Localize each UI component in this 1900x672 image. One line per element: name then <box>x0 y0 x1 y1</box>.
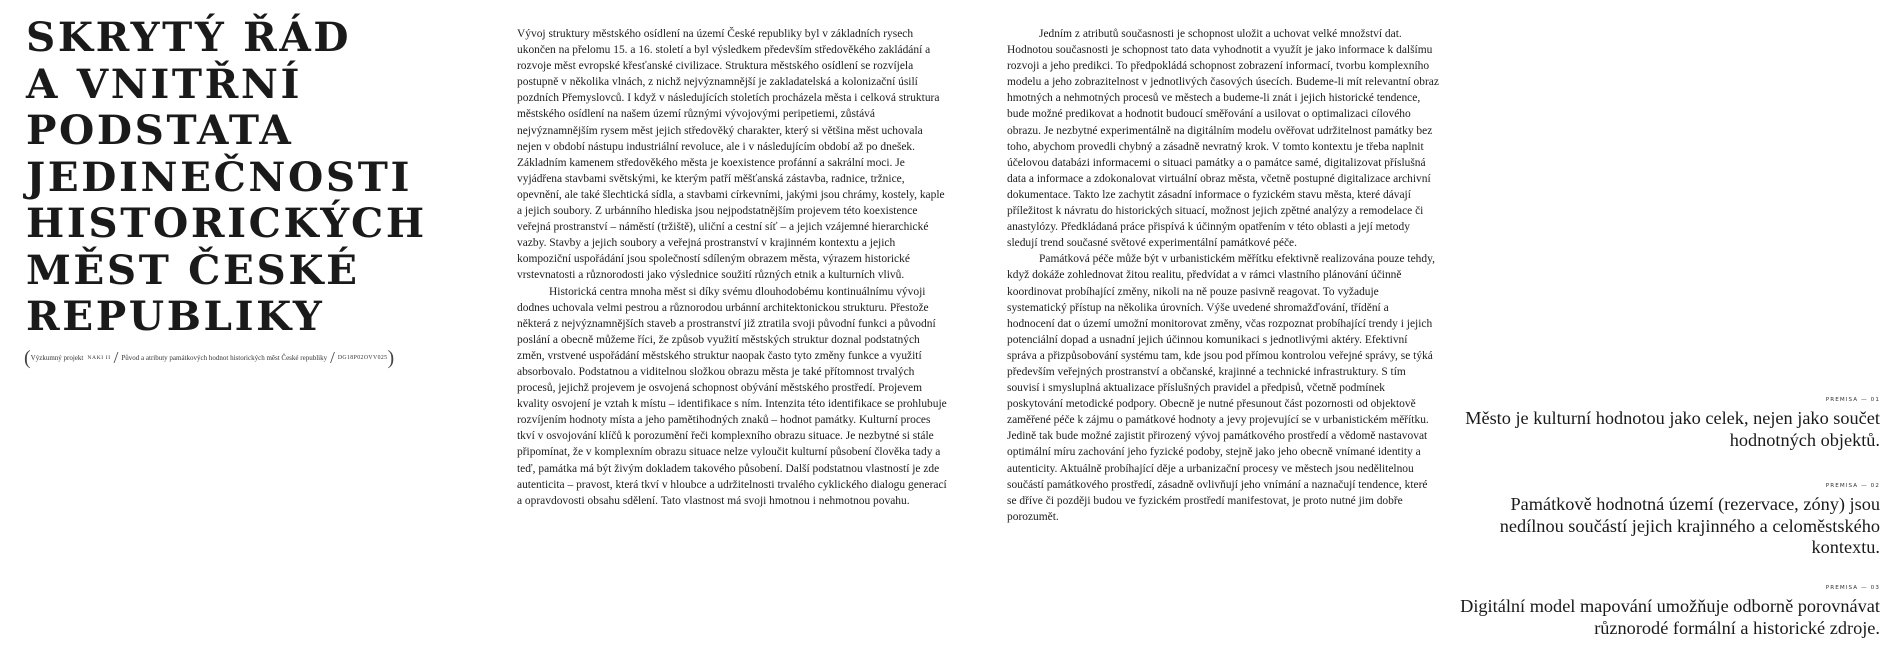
premise-text: Město je kulturní hodnotou jako celek, nejen jako součet hodnotných objektů. <box>1465 408 1880 450</box>
project-program: NAKI II <box>87 355 111 361</box>
title-line: A VNITŘNÍ <box>26 59 303 108</box>
premise-text: Digitální model mapování umožňuje odborně porovnávat různorodé formální a historické zdroje. <box>1460 596 1880 638</box>
project-code: DG18P02OVV025 <box>337 355 388 361</box>
paragraph: Památková péče může být v urbanistickém měřítku efektivně realizována pouze tehdy, když dokáže zohlednovat žitou realitu, předvídat a v rámci vlastního plánování účinně koordinovat probíhající změny, nikoli na ně pouze pasivně reagovat. To vyžaduje systematický přístup na několika úrovních. Výše uvedené shromažďování, třídění a hodnocení dat o území umožní monitorovat změny, včas rozpoznat probíhající trendy i jejich potenciální dopad a usnadní jejich účinnou komunikaci s jednotlivými aktéry. Efektivní správa a přizpůsobování systému tam, kde jsou pod přímou kontrolou veřejné správy, se týká především veřejných prostranství a občanské, krajinné a technické infrastruktury. S tím souvisí i smysluplná aktualizace příslušných pravidel a předpisů, včetně podmínek poskytování metodické podpory. Obecně je nutné přesunout část pozornosti od objektově zaměřené péče k zájmu o památkové hodnoty a jevy projevující se v urbanistickém měřítku. Jedině tak bude možné zajistit přirozený vývoj památkového prostředí a vědomě nastavovat optimální míru zachování jeho fyzické podoby, stejně jako jeho obecně vnímané identity a autenticity. Aktuálně probíhající děje a urbanizační procesy ve městech jsou nedělitelnou součástí památkového prostředí, zásadně ovlivňují jeho vnímání a naznačují tendence, které se dříve či později budou ve fyzickém prostředí manifestovat, je proto nutné jim dobře porozumět. <box>1007 253 1435 523</box>
project-name: Původ a atributy památkových hodnot historických měst České republiky <box>121 354 328 362</box>
text-column-2 <box>1007 26 1439 525</box>
premise-1 <box>1460 397 1880 451</box>
title-line: HISTORICKÝCH <box>26 199 427 247</box>
title-line: REPUBLIKY <box>26 292 325 340</box>
slash-divider: / <box>330 348 335 367</box>
title-line: MĚST ČESKÉ <box>26 245 360 294</box>
paragraph: Historická centra mnoha měst si díky svému dlouhodobému kontinuálnímu vývoji dodnes uchovala velmi pestrou a různorodou urbánní architektonickou strukturu. Přestože některá z nejvýznamnějších staveb a prostranství již ztratila svoji původní funkci a původní poslání a obecně můžeme říci, že způsob využití městských struktur doznal podstatných změn, vrstvené uspořádání městského struktur naopak často tyto změny funkce a využití absorbovalo. Podstatnou a viditelnou složkou obrazu města je také přítomnost trvalých procesů, jejichž projevem je osvojená schopnost obývání městského prostředí. Projevem kvality osvojení je vztah k místu – identifikace s ním. Intenzita této identifikace se prohlubuje rozvíjením hodnoty místa a jeho pamětihodných znaků – hodnot památky. Kulturní proces tkví v osvojování klíčů k porozumění řeči komplexního obrazu situace. Je nezbytné si stále připomínat, že v komplexním obrazu situace nelze vyloučit kulturní působení člověka tady a teď, památka má být živým dokladem takového působení. Další podstatnou vlastností je zde autenticita – pravost, která tkví v hloubce a udržitelnosti trvalého cyklického dialogu generací a opravdovosti obsahu sdělení. Tato vlastnost má svoji hmotnou i nehmotnou povahu. <box>517 285 947 507</box>
page-title <box>26 14 466 340</box>
title-line: PODSTATA <box>26 106 294 154</box>
paragraph: Vývoj struktury městského osídlení na území České republiky byl v základních rysech ukončen na přelomu 15. a 16. století a byl výsledkem především středověkého zakládání a rozvoje měst evropské křesťanské civilizace. Struktura městského osídlení se rozvíjela postupně v několika vlnách, z nichž nejvýznamnější je zakladatelská a kolonizační úsilí pozdních Přemyslovců. I když v následujících stoletích procházela města i celková struktura městského osídlení na našem území různými vývojovými peripetiemi, zůstává nejvýznamnějším rysem měst jejich středověký charakter, který si většina měst uchovala nejen v období nástupu industriální revoluce, ale i v následujícím období až po dnešek. Základním kamenem středověkého města je koexistence profánní a sakrální moci. Je vyjádřena stavbami světskými, ke kterým patří měšťanská zástavba, radnice, tržnice, opevnění, ale také šlechtická sídla, a stavbami církevními, jakými jsou chrámy, kostely, kaple a jejich soubory. Z urbánního hlediska jsou nejpodstatnějším projevem této koexistence veřejná prostranství – náměstí (tržiště), uliční a cestní síť – a jejich vzájemné hierarchické vazby. Stavby a jejich soubory a veřejná prostranství v krajinném kontextu a jejich kompoziční uspořádání jsou společností sdíleným obrazem města, výrazem historické vrstevnatosti a různorodosti jako výslednice soužití různých etnik a kulturních vlivů. <box>517 28 945 282</box>
text-column-1 <box>517 26 947 509</box>
premise-3 <box>1460 585 1880 639</box>
open-paren: ( <box>24 347 31 369</box>
project-info <box>24 347 395 369</box>
slash-divider: / <box>113 348 119 367</box>
premise-text: Památkově hodnotná území (rezervace, zóny) jsou nedílnou součástí jejich krajinného a celoměstského kontextu. <box>1499 494 1880 557</box>
premise-label: PREMISA — 02 <box>1825 483 1880 489</box>
paragraph: Jedním z atributů současnosti je schopnost uložit a uchovat velké množství dat. Hodnotou současnosti je schopnost tato data vyhodnotit a využít je jako informace k dalšímu rozvoji a jeho predikci. To předpokládá schopnost zobrazení informací, tvorbu komplexního modelu a jeho zobrazitelnost v jednotlivých časových úsecích. Budeme-li mít relevantní obraz hmotných a nehmotných procesů ve městech a budeme-li znát i jejich historické tendence, bude možné predikovat a hodnotit budoucí směřování a usilovat o optimalizaci cílového obrazu. Je nezbytné experimentálně na digitálním modelu ověřovat udržitelnost památky bez toho, abychom provedli chybný a zásadně nevratný krok. V tomto kontextu je třeba naplnit účelovou databázi informacemi o situaci památky a o památce samé, digitalizovat příslušná data a informace a zdokonalovat virtuální obraz města, včetně postupné digitalizace archivní dokumentace. Takto lze zachytit zásadní informace o fyzickém stavu města, které dávají příležitost k návratu do historických situací, možnost jejich zpětné analýzy a remodelace či anastylózy. Předkládaná práce přispívá k účinným opatřením v této oblasti a její metody sledují trend současné světové experimentální památkové péče. <box>1007 28 1439 250</box>
premise-label: PREMISA — 03 <box>1825 585 1880 591</box>
premise-2 <box>1460 483 1880 559</box>
title-line: JEDINEČNOSTI <box>26 152 413 201</box>
project-prefix: Výzkumný projekt <box>30 354 84 362</box>
premise-label: PREMISA — 01 <box>1825 397 1880 403</box>
close-paren: ) <box>387 347 395 369</box>
title-line: SKRYTÝ ŘÁD <box>26 13 352 61</box>
